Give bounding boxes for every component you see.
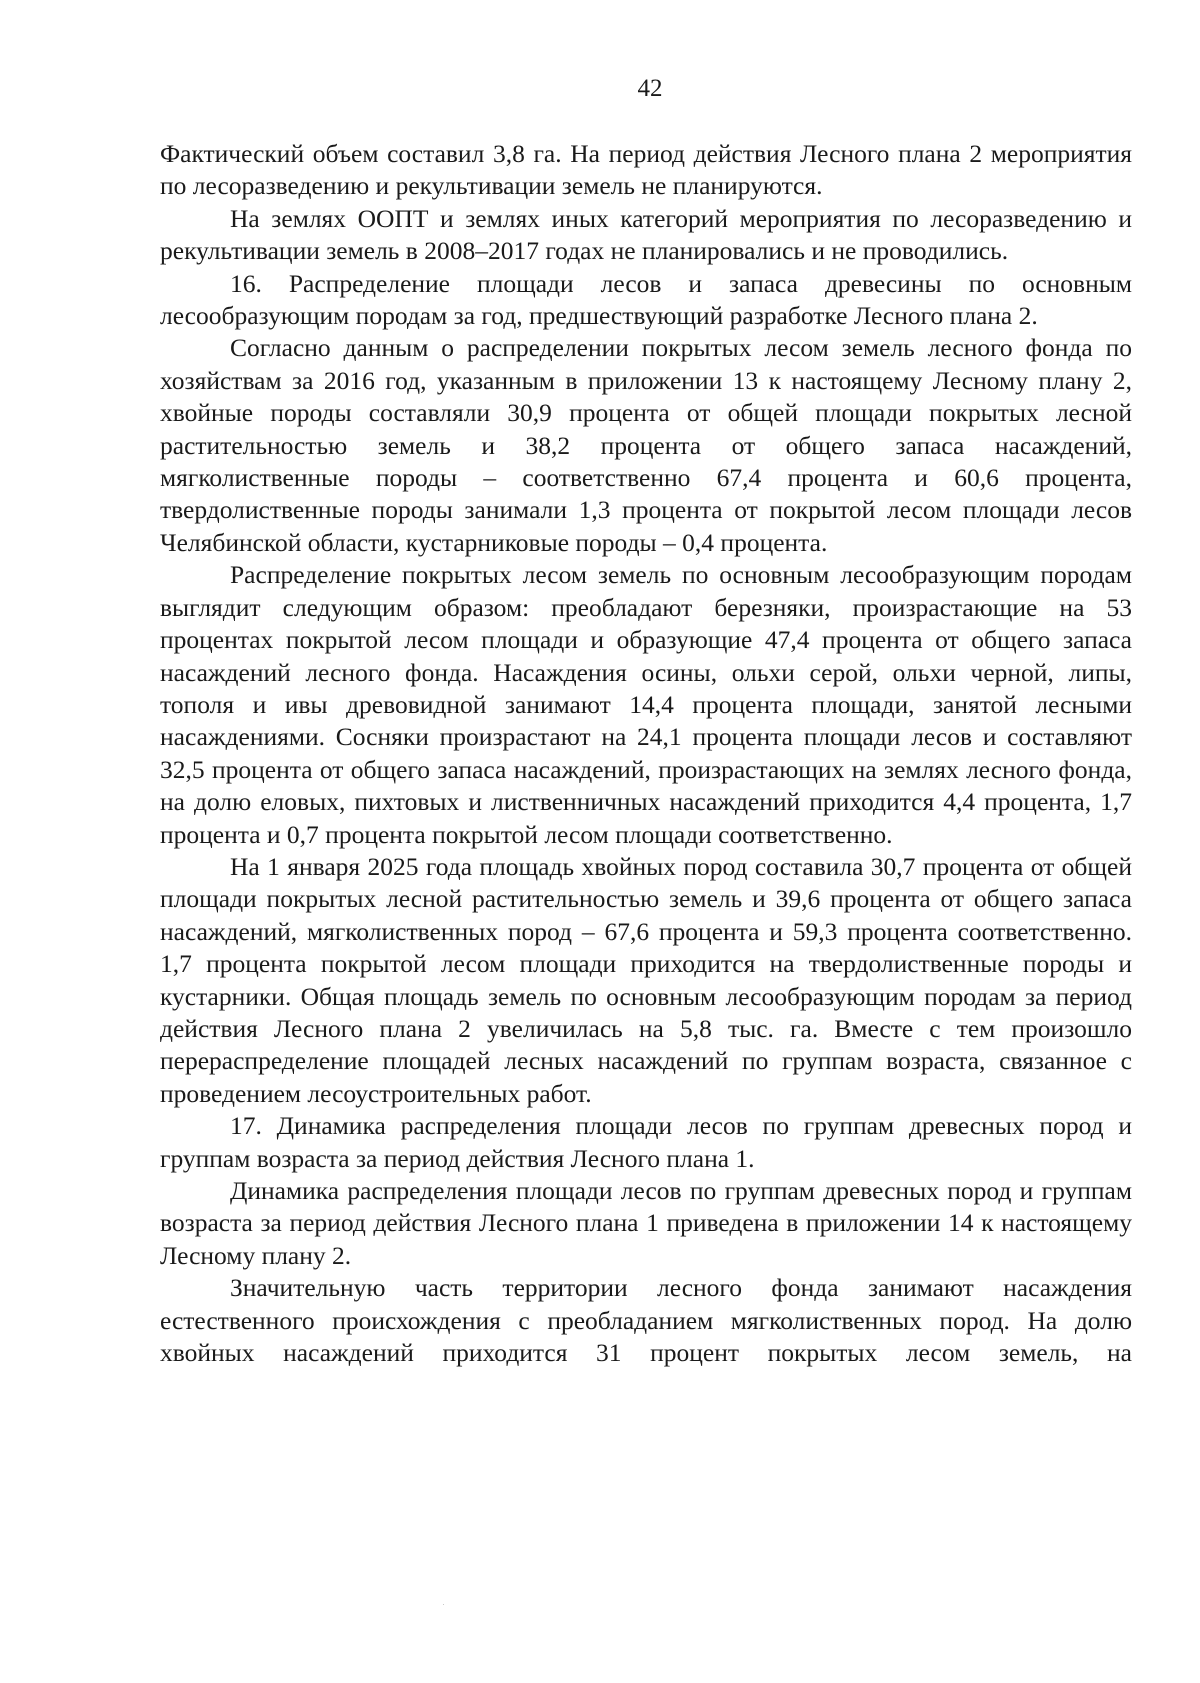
section-heading-17: 17. Динамика распределения площади лесов по группам древесных пород и группам возраста за период действия Лесного плана 1. [160,1111,1132,1173]
paragraph-species-distribution: Распределение покрытых лесом земель по основным лесообразующим породам выглядит следующим образом: преобладают березняки, произрастающие на 53 процентах покрытой лесом площади и образующие 47,4 процента от общего запаса насаждений лесного фонда. Насаждения осины, ольхи серой, ольхи черной, липы, тополя и ивы древовидной занимают 14,4 процента площади, занятой лесными насаждениями. Сосняки произрастают на 24,1 процента площади лесов и составляют 32,5 процента от общего запаса насаждений, произрастающих на землях лесного фонда, на долю еловых, пихтовых и лиственничных насаждений приходится 4,4 процента, 1,7 процента и 0,7 процента покрытой лесом площади соответственно. [160,560,1132,849]
paragraph-2016-distribution: Согласно данным о распределении покрытых лесом земель лесного фонда по хозяйствам за 2016 год, указанным в приложении 13 к настоящему Лесному плану 2, хвойные породы составляли 30,9 процента от общей площади покрытых лесной растительностью земель и 38,2 процента от общего запаса насаждений, мягколиственные породы – соответственно 67,4 процента и 60,6 процента, твердолиственные породы занимали 1,3 процента от покрытой лесом площади лесов Челябинской области, кустарниковые породы – 0,4 процента. [160,333,1132,557]
scan-artifact [443,1604,444,1605]
paragraph-actual-volume: Фактический объем составил 3,8 га. На период действия Лесного плана 2 мероприятия по лесоразведению и рекультивации земель не планируются. [160,139,1132,201]
paragraph-natural-origin: Значительную часть территории лесного фонда занимают насаждения естественного происхождения с преобладанием мягколиственных пород. На долю хвойных насаждений приходится 31 процент покрытых лесом земель, на [160,1273,1132,1368]
document-body [160,138,1132,1369]
paragraph-dynamics-appendix: Динамика распределения площади лесов по группам древесных пород и группам возраста за период действия Лесного плана 1 приведена в приложении 14 к настоящему Лесному плану 2. [160,1176,1132,1270]
section-heading-16: 16. Распределение площади лесов и запаса древесины по основным лесообразующим породам за год, предшествующий разработке Лесного плана 2. [160,268,1132,331]
paragraph-oopt-lands: На землях ООПТ и землях иных категорий мероприятия по лесоразведению и рекультивации земель в 2008–2017 годах не планировались и не проводились. [160,203,1132,266]
page-number: 42 [637,75,663,102]
paragraph-2025-distribution: На 1 января 2025 года площадь хвойных пород составила 30,7 процента от общей площади покрытых лесной растительностью земель и 39,6 процента от общего запаса насаждений, мягколиственных пород – 67,6 процента и 59,3 процента соответственно. 1,7 процента покрытой лесом площади приходится на твердолиственные породы и кустарники. Общая площадь земель по основным лесообразующим породам за период действия Лесного плана 2 увеличилась на 5,8 тыс. га. Вместе с тем произошло перераспределение площадей лесных насаждений по группам возраста, связанное с проведением лесоустроительных работ. [160,851,1132,1108]
